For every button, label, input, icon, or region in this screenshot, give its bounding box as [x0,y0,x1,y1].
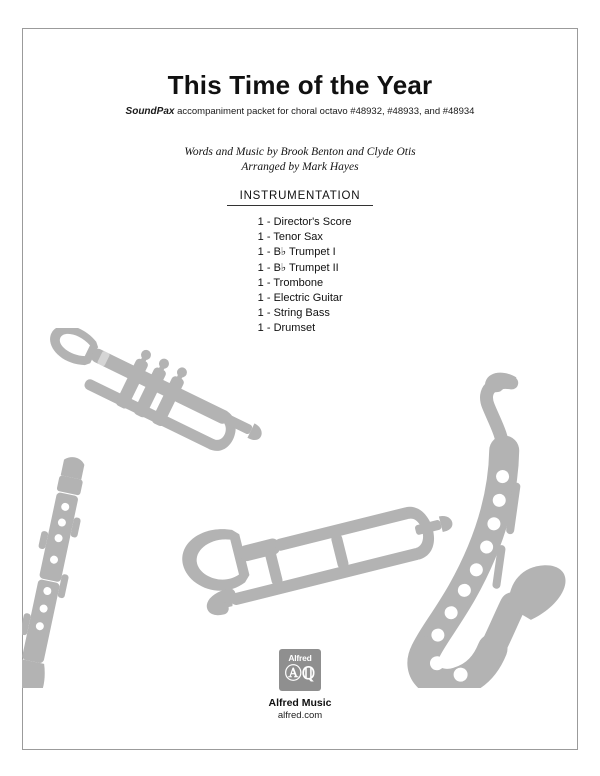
logo-monogram: Ⓐℚ [284,664,316,683]
list-item [249,276,352,291]
publisher-logo-block [22,649,578,722]
instrumentation-list [249,215,352,337]
item-quantity: 1 - [257,322,271,335]
item-name: Trombone [273,276,324,289]
item-quantity: 1 - [257,276,271,289]
instrumentation-section [22,186,578,337]
soundpax-brand: SoundPax [125,106,175,117]
instrumentation-divider [227,205,373,206]
item-quantity: 1 - [257,246,271,259]
list-item [249,261,352,276]
item-name: B♭ Trumpet I [273,246,336,259]
item-name: Director's Score [273,216,352,228]
alfred-logo-icon [279,649,321,691]
credit-words-and-music: Words and Music by Brook Benton and Clyde Otis [184,146,416,158]
list-item [249,230,352,245]
cover-content [22,28,578,750]
item-name: String Bass [273,307,330,320]
list-item [249,306,352,321]
credits [22,145,578,175]
credit-arranger: Arranged by Mark Hayes [241,161,359,173]
item-quantity: 1 - [257,216,271,228]
item-name: Electric Guitar [273,292,343,305]
trumpet-icon [36,328,274,468]
publisher-name: Alfred Music [268,697,332,709]
list-item [249,245,352,260]
instrument-illustrations [22,328,578,688]
list-item [249,291,352,306]
item-name: B♭ Trumpet II [273,261,339,274]
item-quantity: 1 - [257,261,271,274]
list-item [249,215,352,230]
logo-wordmark: Alfred [288,653,312,663]
item-name: Tenor Sax [273,231,323,244]
publisher-website: alfred.com [277,710,323,721]
item-quantity: 1 - [257,292,271,305]
subtitle [22,106,578,117]
item-name: Drumset [273,322,316,335]
trombone-icon [177,473,460,615]
item-quantity: 1 - [257,231,271,244]
page-title: This Time of the Year [167,70,433,100]
instrumentation-heading: INSTRUMENTATION [239,190,361,202]
subtitle-text: accompaniment packet for choral octavo #48932, #48933, and #48934 [177,106,475,117]
item-quantity: 1 - [257,307,271,320]
